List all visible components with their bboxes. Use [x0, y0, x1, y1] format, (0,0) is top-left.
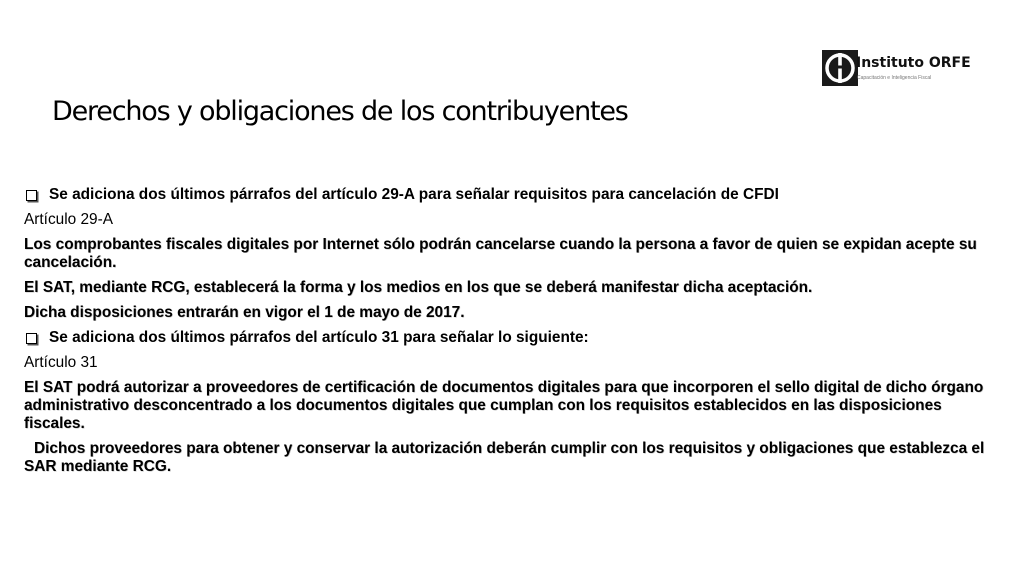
bullet-item-cfdi: [24, 186, 994, 204]
logo-name: Instituto ORFE: [856, 55, 971, 71]
checkbox-bullet-icon: [26, 190, 37, 201]
bullet-item-article-31: [24, 329, 994, 347]
article-heading: Artículo 29-A: [24, 211, 113, 228]
article-paragraph: Dicha disposiciones entrarán en vigor el 1 de mayo de 2017.: [24, 304, 465, 321]
article-paragraph-indented: [24, 440, 994, 476]
bullet-text: Se adiciona dos últimos párrafos del artículo 31 para señalar lo siguiente:: [49, 329, 589, 346]
slide-content: [24, 186, 994, 483]
article-heading: Artículo 31: [24, 354, 98, 371]
article-paragraph: El SAT podrá autorizar a proveedores de certificación de documentos digitales para que incorporen el sello digital de dicho órgano administrativo desconcentrado a los documentos digitales que cumplan con los requisitos establecidos en las disposiciones fiscales.: [24, 379, 984, 432]
slide-title: Derechos y obligaciones de los contribuyentes: [52, 96, 628, 127]
logo-tagline: Capacitación e Inteligencia Fiscal: [857, 75, 932, 81]
checkbox-bullet-icon: [26, 333, 37, 344]
orfe-logo-icon: [822, 50, 858, 86]
article-paragraph: Los comprobantes fiscales digitales por Internet sólo podrán cancelarse cuando la persona a favor de quien se expidan acepte su cancelación.: [24, 236, 977, 271]
article-paragraph: El SAT, mediante RCG, establecerá la forma y los medios en los que se deberá manifestar dicha aceptación.: [24, 279, 813, 296]
bullet-text: Se adiciona dos últimos párrafos del artículo 29-A para señalar requisitos para cancelación de CFDI: [49, 186, 779, 203]
paragraph-text: Dichos proveedores para obtener y conservar la autorización deberán cumplir con los requisitos y obligaciones que establezca el SAR mediante RCG.: [24, 440, 985, 475]
logo: [822, 50, 982, 86]
